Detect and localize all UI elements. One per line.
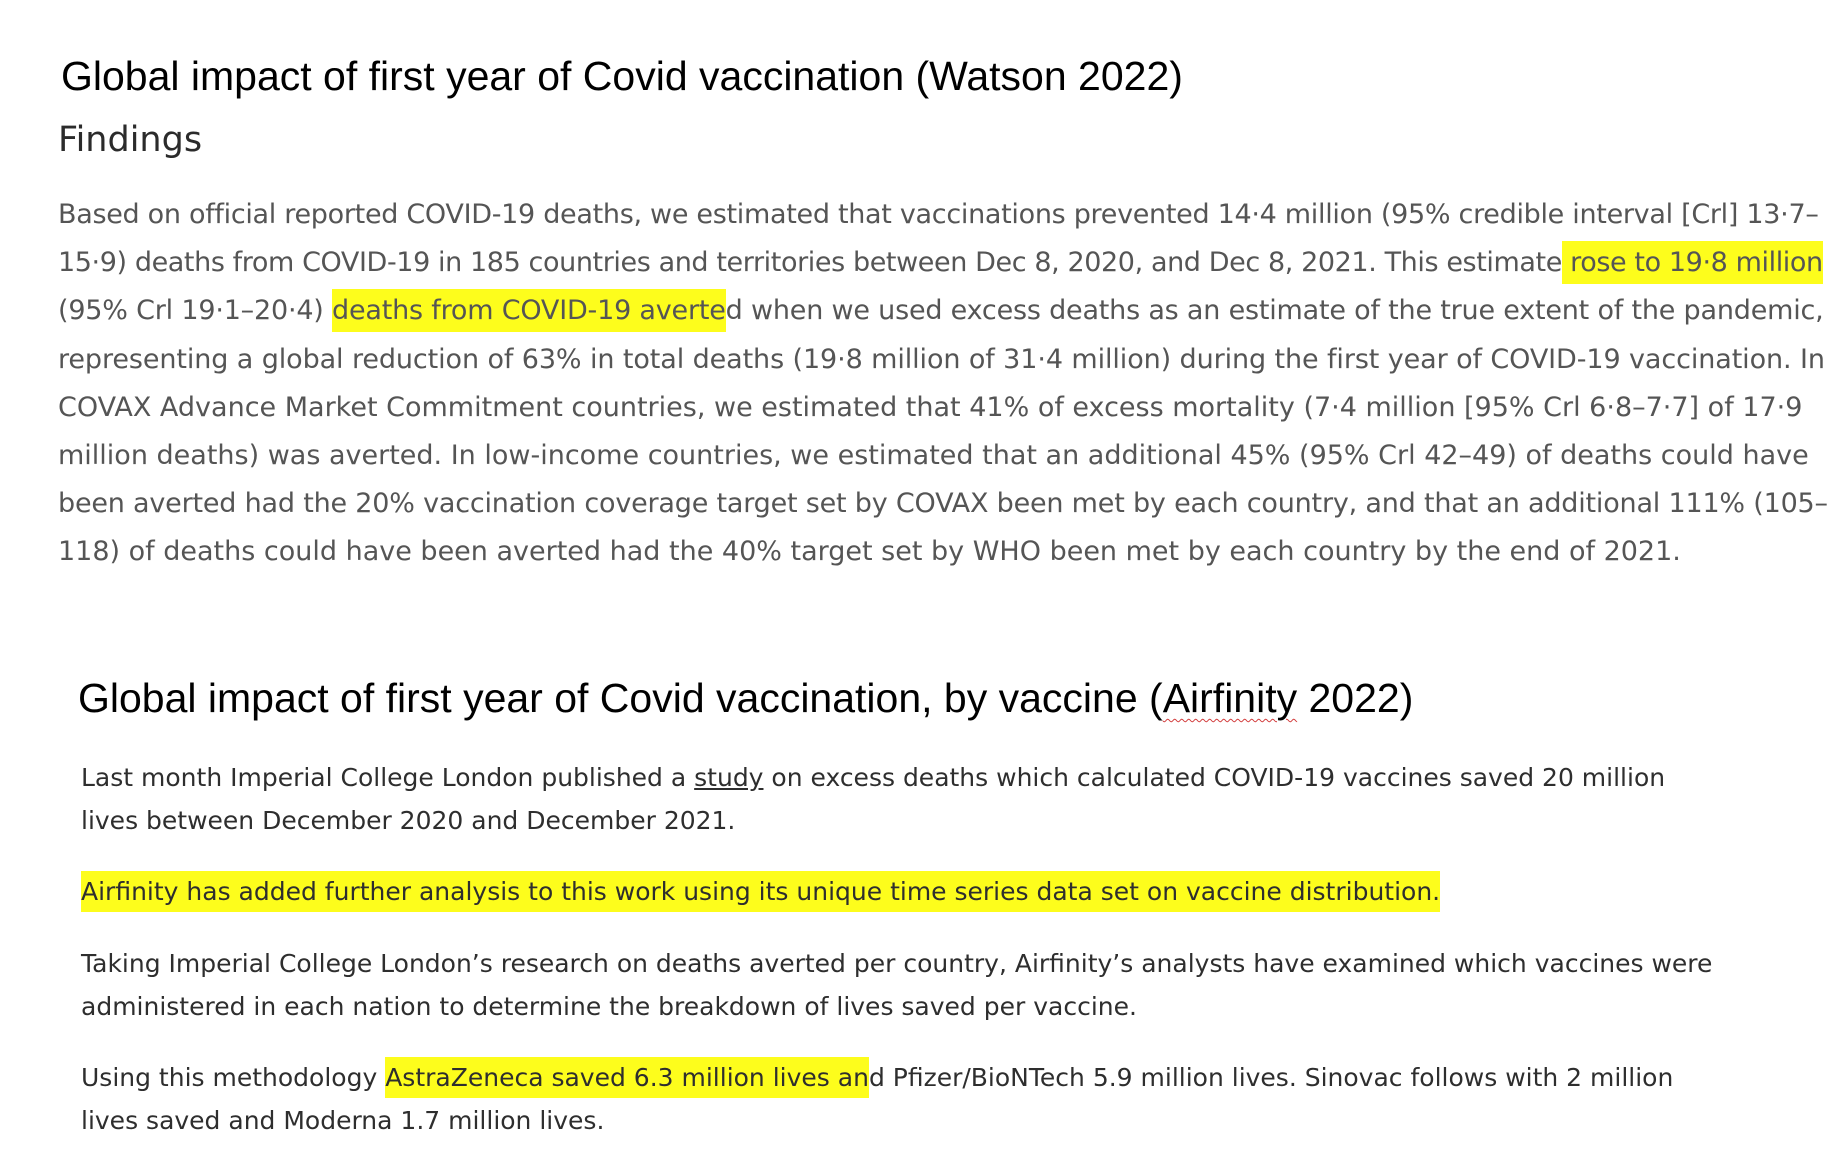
text-segment: Based on official reported COVID-19 deaths, we estimated that vaccinations prevented 14·4 million (95% credible interval [Crl] 13·7– [58,199,1819,230]
title-text-after: 2022) [1297,675,1414,721]
paragraph-line [58,239,1823,287]
paragraph-line: lives saved and Moderna 1.7 million lives. [81,1106,605,1135]
text-segment: Using this methodology [81,1063,386,1092]
text-segment: million deaths) was averted. In low-income countries, we estimated that an additional 45% (95% Crl 42–49) of deaths could have [58,440,1809,472]
text-segment: Last month Imperial College London published a [81,763,695,792]
paragraph-line [58,287,1824,335]
text-segment: COVAX Advance Market Commitment countries, we estimated that 41% of excess mortality (7·4 million [95% Crl 6·8–7·7] of 17·9 [58,391,1803,423]
highlighted-text: AstraZeneca saved 6.3 million lives an [385,1057,869,1098]
findings-heading: Findings [58,120,203,160]
paragraph-line: lives between December 2020 and December 2021. [81,806,736,835]
text-segment: (95% Crl 19·1–20·4) [58,295,333,327]
text-segment: 15·9) deaths from COVID-19 in 185 countries and territories between Dec 8, 2020, and Dec 8, 2021. This estimate [58,247,1562,279]
paragraph-line [58,384,1813,432]
paragraph-line [58,336,1825,384]
airfinity-paragraph-results [81,1056,1821,1142]
paragraph-line [58,191,1819,239]
paragraph-line [58,480,1828,528]
paragraph-line: Taking Imperial College London’s research on deaths averted per country, Airfinity’s analysts have examined which vaccines were [81,949,1713,978]
text-segment: 118) of deaths could have been averted had the 40% target set by WHO been met by each country by the end of 2021. [58,536,1681,568]
airfinity-paragraph-imperial-study [81,756,1821,842]
highlighted-text: rose to 19·8 million [1562,241,1823,284]
slide-title-airfinity [78,676,1413,721]
paragraph-line [58,432,1813,480]
study-link[interactable]: study [694,763,764,792]
paragraph-line [81,1056,1821,1099]
text-segment: been averted had the 20% vaccination coverage target set by COVAX been met by each country, and that an additional 111% (105– [58,488,1828,520]
paragraph-line: administered in each nation to determine the breakdown of lives saved per vaccine. [81,992,1137,1021]
findings-paragraph [58,191,1828,577]
airfinity-paragraph-analysis [81,870,1821,913]
highlighted-text: deaths from COVID-19 averte [332,289,726,332]
text-segment: d Pfizer/BioNTech 5.9 million lives. Sinovac follows with 2 million [868,1063,1674,1092]
airfinity-paragraph-methodology [81,942,1821,1028]
title-text-before: Global impact of first year of Covid vaccination, by vaccine ( [78,675,1163,721]
paragraph-line [81,870,1821,913]
paragraph-line [81,756,1821,799]
spellcheck-flagged-word: Airfinity [1162,675,1298,721]
slide-title-watson: Global impact of first year of Covid vaccination (Watson 2022) [61,53,1183,99]
text-segment: representing a global reduction of 63% in total deaths (19·8 million of 31·4 million) during the first year of COVID-19 vaccination. In [58,343,1825,375]
text-segment: on excess deaths which calculated COVID-19 vaccines saved 20 million [763,763,1666,792]
highlighted-text: Airfinity has added further analysis to this work using its unique time series data set on vaccine distribution. [81,871,1440,912]
text-segment: d when we used excess deaths as an estimate of the true extent of the pandemic, [725,295,1824,327]
paragraph-line [58,528,1813,576]
